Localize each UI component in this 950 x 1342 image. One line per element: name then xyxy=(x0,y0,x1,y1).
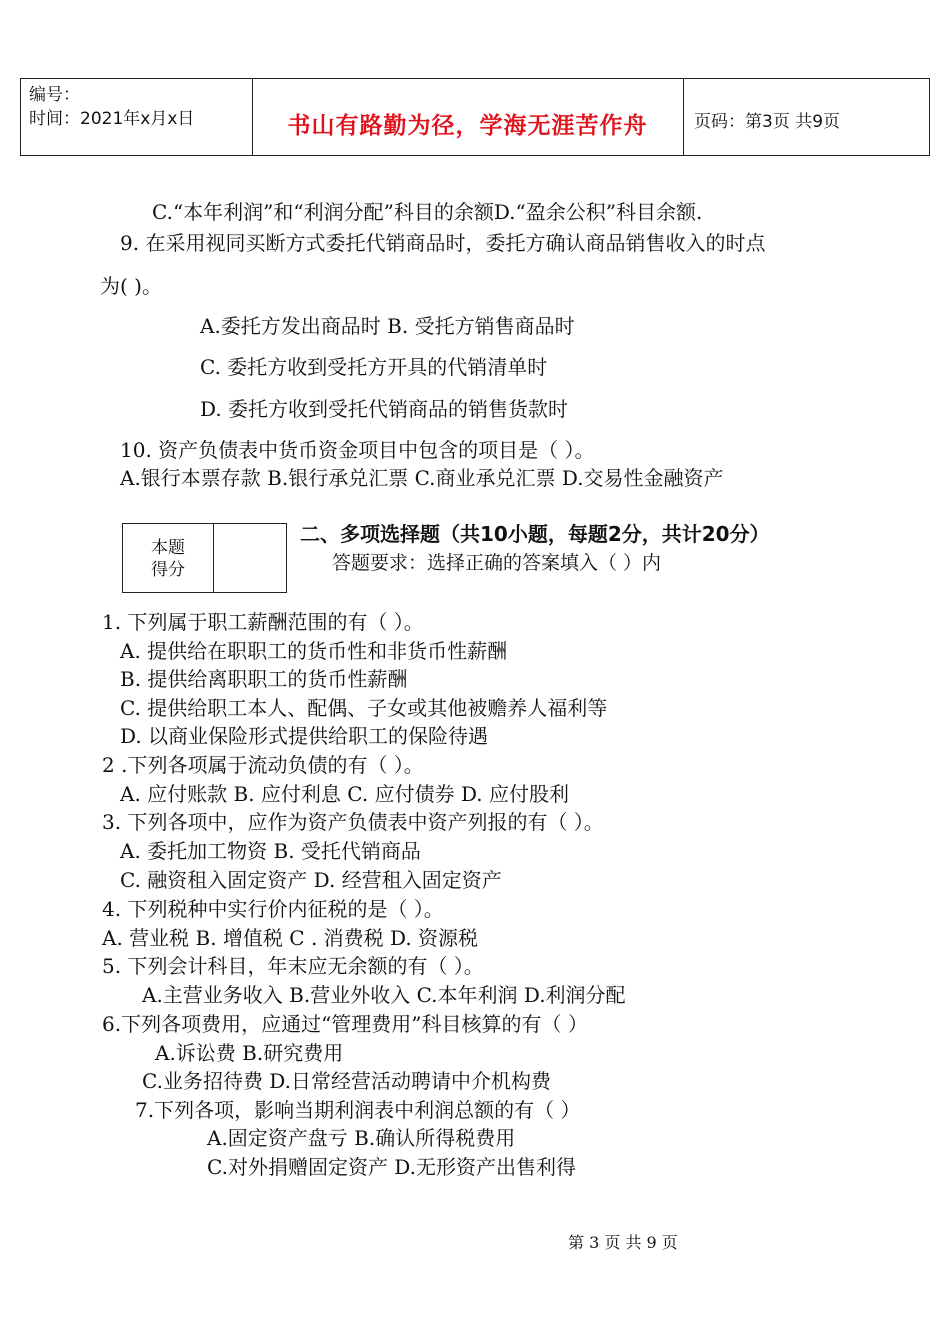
q1-option-b: B. 提供给离职职工的货币性薪酬 xyxy=(120,667,408,691)
q5-options: A.主营业务收入 B.营业外收入 C.本年利润 D.利润分配 xyxy=(142,983,626,1007)
q7-text: 7.下列各项，影响当期利润表中利润总额的有（ ） xyxy=(135,1098,581,1122)
q1-option-a: A. 提供给在职职工的货币性和非货币性薪酬 xyxy=(120,639,508,663)
q1-option-d: D. 以商业保险形式提供给职工的保险待遇 xyxy=(120,724,489,748)
q4-options: A. 营业税 B. 增值税 C . 消费税 D. 资源税 xyxy=(102,926,479,950)
score-box-label xyxy=(123,537,213,581)
q8-option-cd: C.“本年利润”和“利润分配”科目的余额D.“盈余公积”科目余额. xyxy=(152,200,703,224)
q10-text: 10. 资产负债表中货币资金项目中包含的项目是（ ）。 xyxy=(120,438,595,462)
section-requirement: 答题要求：选择正确的答案填入（ ）内 xyxy=(332,552,662,574)
q9-option-c: C. 委托方收到受托方开具的代销清单时 xyxy=(200,355,548,379)
page-header xyxy=(20,78,930,156)
q7-options-cd: C.对外捐赠固定资产 D.无形资产出售利得 xyxy=(207,1155,576,1179)
q9-option-ab: A.委托方发出商品时 B. 受托方销售商品时 xyxy=(200,314,575,338)
header-meta xyxy=(29,83,194,131)
q3-options-ab: A. 委托加工物资 B. 受托代销商品 xyxy=(120,839,421,863)
q1-text: 1. 下列属于职工薪酬范围的有（ ）。 xyxy=(102,610,424,634)
q4-text: 4. 下列税种中实行价内征税的是（ ）。 xyxy=(102,897,444,921)
page-footer: 第 3 页 共 9 页 xyxy=(568,1233,678,1252)
q10-options: A.银行本票存款 B.银行承兑汇票 C.商业承兑汇票 D.交易性金融资产 xyxy=(120,466,724,490)
score-box-label-line2: 得分 xyxy=(151,560,185,580)
document-time-label: 时间：2021年x月x日 xyxy=(29,109,195,129)
q7-options-ab: A.固定资产盘亏 B.确认所得税费用 xyxy=(207,1126,516,1150)
q6-options-ab: A.诉讼费 B.研究费用 xyxy=(155,1041,344,1065)
document-number-label: 编号： xyxy=(29,85,80,105)
q9-option-d: D. 委托方收到受托代销商品的销售货款时 xyxy=(200,397,569,421)
q3-options-cd: C. 融资租入固定资产 D. 经营租入固定资产 xyxy=(120,868,502,892)
header-page-label: 页码：第3页 共9页 xyxy=(694,112,841,132)
q6-text: 6.下列各项费用，应通过“管理费用”科目核算的有（ ） xyxy=(102,1012,588,1036)
score-box xyxy=(122,523,287,593)
score-box-divider xyxy=(213,524,214,592)
score-box-label-line1: 本题 xyxy=(151,538,185,558)
q5-text: 5. 下列会计科目，年末应无余额的有（ ）。 xyxy=(102,954,484,978)
header-divider xyxy=(683,79,684,155)
q2-options: A. 应付账款 B. 应付利息 C. 应付债券 D. 应付股利 xyxy=(120,782,569,806)
q9-text-line2: 为( )。 xyxy=(100,274,162,298)
q3-text: 3. 下列各项中，应作为资产负债表中资产列报的有（ ）。 xyxy=(102,810,604,834)
header-motto: 书山有路勤为径，学海无涯苦作舟 xyxy=(287,113,648,139)
q1-option-c: C. 提供给职工本人、配偶、子女或其他被赡养人福利等 xyxy=(120,696,608,720)
q2-text: 2 .下列各项属于流动负债的有（ ）。 xyxy=(102,753,424,777)
q9-text-line1: 9. 在采用视同买断方式委托代销商品时，委托方确认商品销售收入的时点 xyxy=(120,231,766,255)
section-title: 二、多项选择题（共10小题，每题2分，共计20分） xyxy=(300,522,770,546)
q6-options-cd: C.业务招待费 D.日常经营活动聘请中介机构费 xyxy=(142,1069,551,1093)
